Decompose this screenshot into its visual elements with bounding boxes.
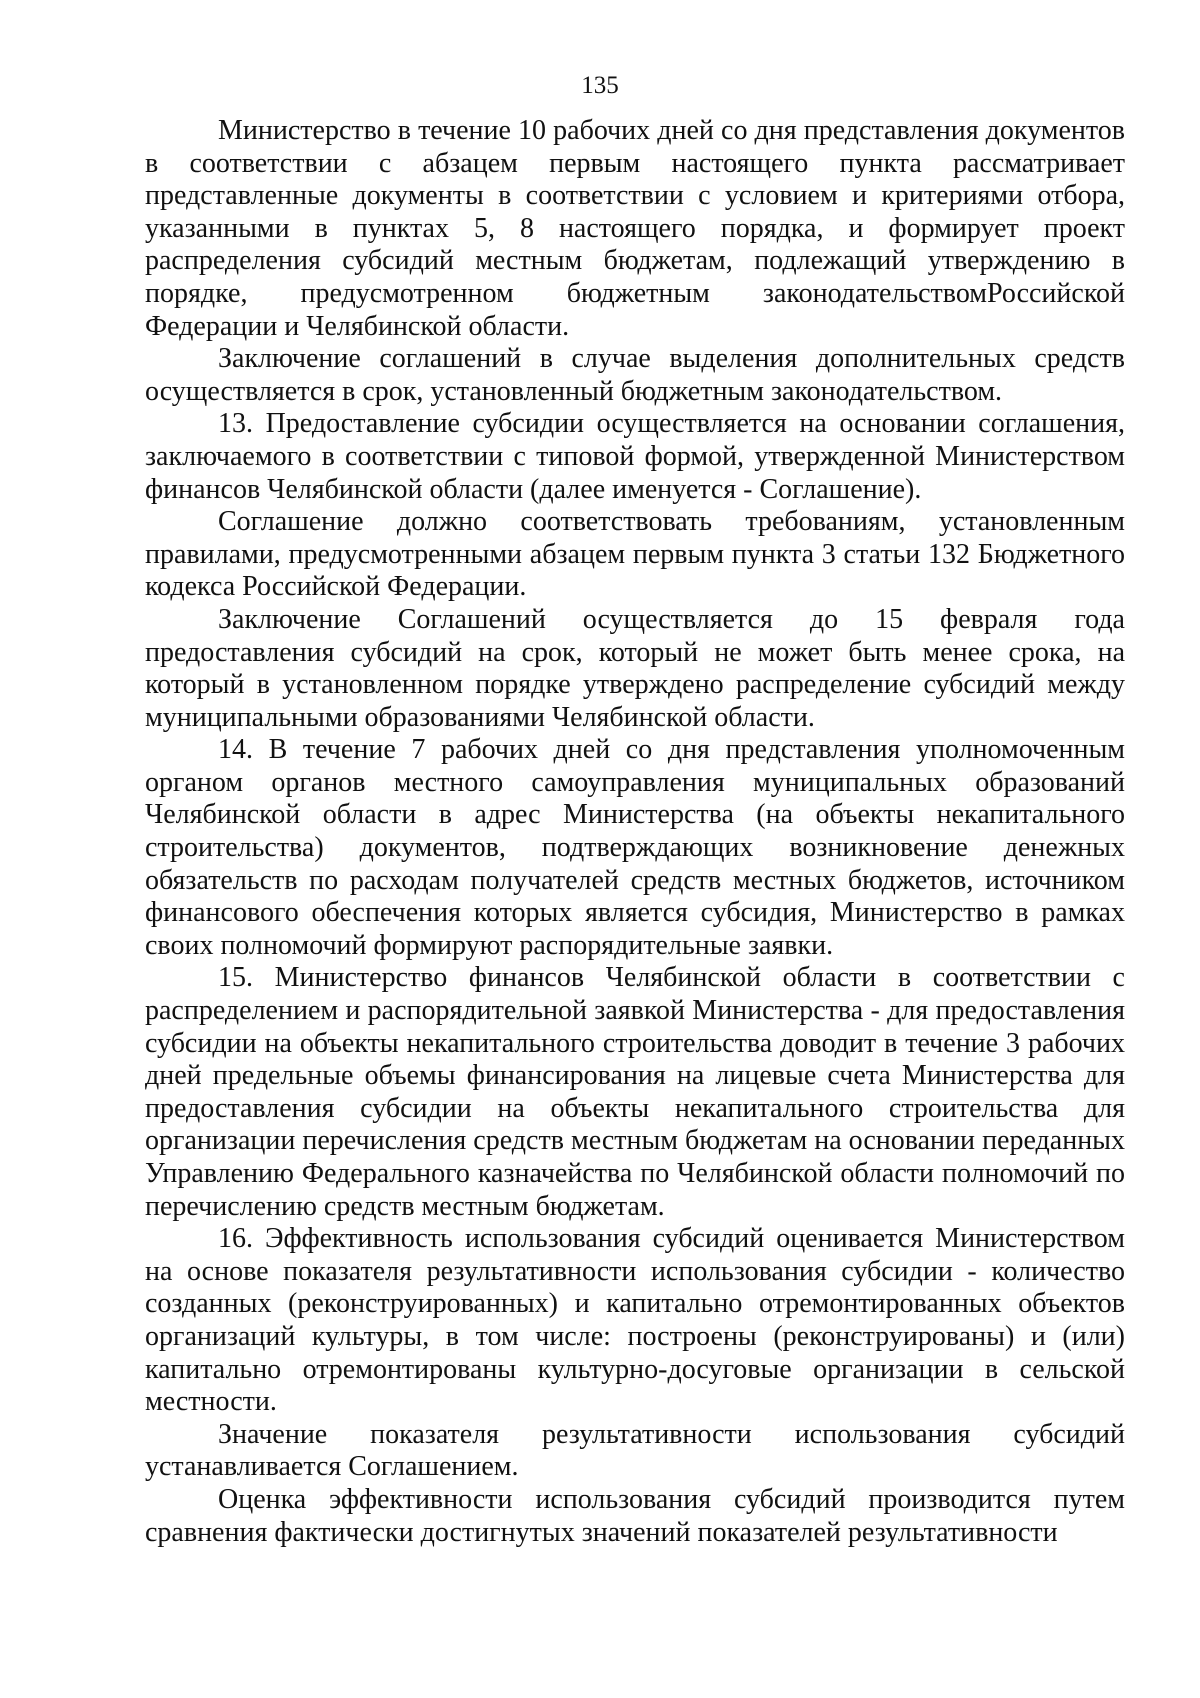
paragraph: Заключение Соглашений осуществляется до 15 февраля года предоставления субсидий на срок, который не может быть менее срока, на который в установленном порядке утверждено распределение субсидий между муниципальными образованиями Челябинской области. xyxy=(145,603,1125,733)
paragraph: Соглашение должно соответствовать требованиям, установленным правилами, предусмотренными абзацем первым пункта 3 статьи 132 Бюджетного кодекса Российской Федерации. xyxy=(145,506,1125,603)
paragraph-item-15: 15. Министерство финансов Челябинской области в соответствии с распределением и распорядительной заявкой Министерства - для предоставления субсидии на объекты некапитального строительства доводит в течение 3 рабочих дней предельные объемы финансирования на лицевые счета Министерства для предоставления субсидии на объекты некапитального строительства для организации перечисления средств местным бюджетам на основании переданных Управлению Федерального казначейства по Челябинской области полномочий по перечислению средств местным бюджетам. xyxy=(145,962,1125,1222)
paragraph: Оценка эффективности использования субсидий производится путем сравнения фактически достигнутых значений показателей результативности xyxy=(145,1483,1125,1548)
paragraph: Министерство в течение 10 рабочих дней со дня представления документов в соответствии с абзацем первым настоящего пункта рассматривает представленные документы в соответствии с условием и критериями отбора, указанными в пунктах 5, 8 настоящего порядка, и формирует проект распределения субсидий местным бюджетам, подлежащий утверждению в порядке, предусмотренном бюджетным законодательствомРоссийской Федерации и Челябинской области. xyxy=(145,115,1125,342)
paragraph-item-16: 16. Эффективность использования субсидий оценивается Министерством на основе показателя результативности использования субсидии - количество созданных (реконструированных) и капитально отремонтированных объектов организаций культуры, в том числе: построены (реконструированы) и (или) капитально отремонтированы культурно-досуговые организации в сельской местности. xyxy=(145,1223,1125,1418)
paragraph-item-13: 13. Предоставление субсидии осуществляется на основании соглашения, заключаемого в соответствии с типовой формой, утвержденной Министерством финансов Челябинской области (далее именуется - Соглашение). xyxy=(145,408,1125,505)
document-body xyxy=(145,115,1125,1549)
paragraph-item-14: 14. В течение 7 рабочих дней со дня представления уполномоченным органом органов местного самоуправления муниципальных образований Челябинской области в адрес Министерства (на объекты некапитального строительства) документов, подтверждающих возникновение денежных обязательств по расходам получателей средств местных бюджетов, источником финансового обеспечения которых является субсидия, Министерство в рамках своих полномочий формируют распорядительные заявки. xyxy=(145,734,1125,961)
paragraph: Заключение соглашений в случае выделения дополнительных средств осуществляется в срок, установленный бюджетным законодательством. xyxy=(145,343,1125,407)
page-number: 135 xyxy=(581,72,619,99)
paragraph: Значение показателя результативности использования субсидий устанавливается Соглашением. xyxy=(145,1418,1125,1483)
